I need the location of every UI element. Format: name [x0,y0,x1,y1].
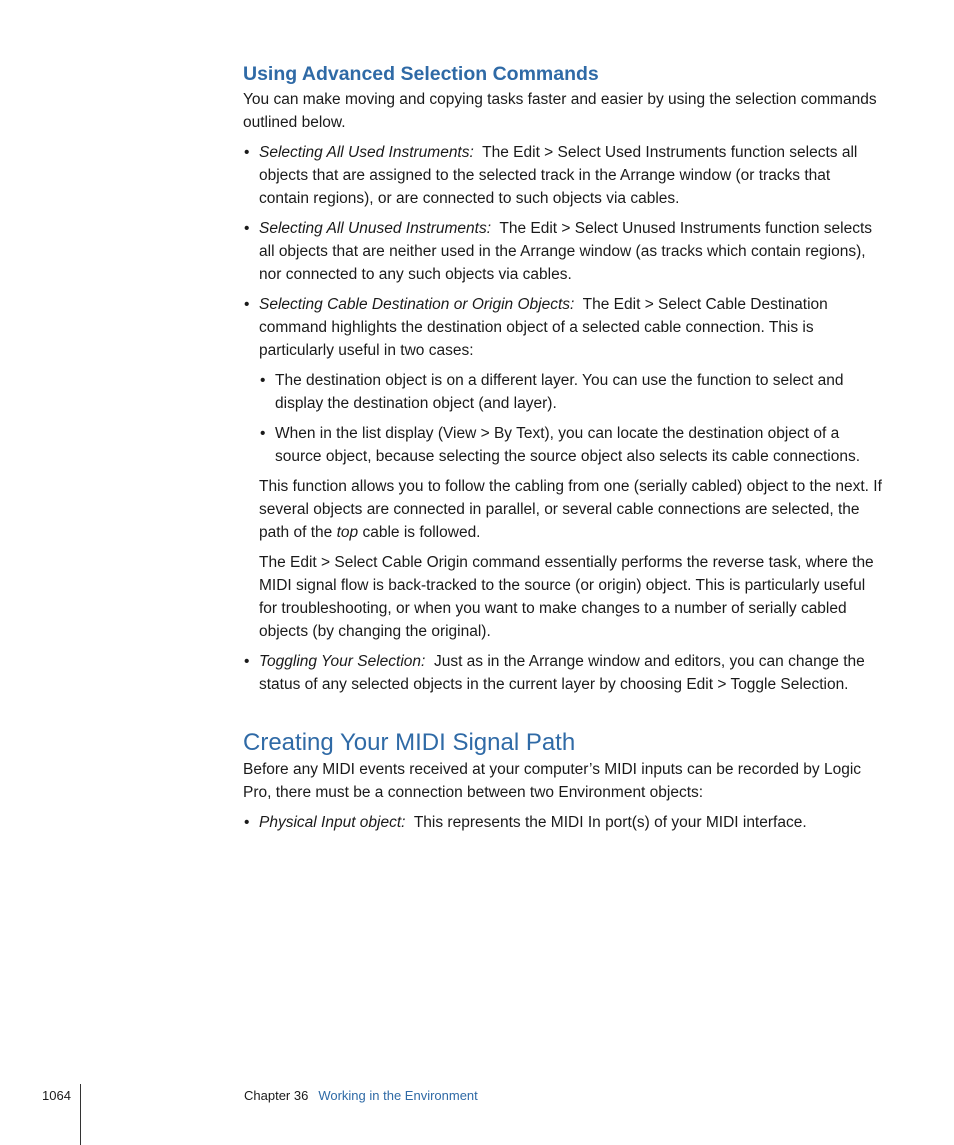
section-intro: You can make moving and copying tasks faster and easier by using the selection commands outlined below. [243,91,877,131]
bullet-marker: • [244,653,250,670]
bullet-term: Selecting Cable Destination or Origin Objects: [259,296,575,313]
list-item [243,650,883,696]
follow-text-end: cable is followed. [362,524,481,541]
bullet-term: Physical Input object: [259,814,406,831]
section-2 [243,728,883,834]
emphasis: top [336,524,359,541]
chapter-label: Chapter 36 [244,1088,309,1103]
bullet-list [243,141,883,362]
bullet-marker: • [244,814,250,831]
bullet-text: The Edit > Select Cable Destination command highlights the destination object of a selected cable connection. This is particularly useful in two cases: [259,296,828,359]
bullet-text: The Edit > Select Unused Instruments function selects all objects that are neither used in the Arrange window (as tracks which contain regions), nor connected to any such objects via cables. [259,220,873,283]
list-item [243,293,883,362]
list-item [243,141,883,210]
bullet-marker: • [244,220,250,237]
bullet-text: The Edit > Select Used Instruments function selects all objects that are assigned to the selected track in the Arrange window (or tracks that contain regions), or are connected to such objects via cables. [259,144,858,207]
chapter-title: Working in the Environment [318,1088,478,1103]
follow-text: This function allows you to follow the cabling from one (serially cabled) object to the next. If several objects are connected in parallel, or several cable connections are selected, the path of the [259,478,882,541]
origin-paragraph: The Edit > Select Cable Origin command essentially performs the reverse task, where the MIDI signal flow is back-tracked to the source (or origin) object. This is particularly useful for troubleshooting, or when you want to make changes to a number of serially cabled objects (by changing the original). [259,554,874,640]
list-item [259,369,883,415]
section-intro: Before any MIDI events received at your computer’s MIDI inputs can be recorded by Logic Pro, there must be a connection between two Environment objects: [243,761,862,801]
sub-bullet-text: The destination object is on a different layer. You can use the function to select and display the destination object (and layer). [275,372,844,412]
bullet-term: Toggling Your Selection: [259,653,426,670]
section-heading: Creating Your MIDI Signal Path [243,729,576,756]
follow-paragraph [259,475,883,544]
bullet-marker: • [260,425,266,442]
bullet-term: Selecting All Used Instruments: [259,144,474,161]
list-item [243,217,883,286]
sub-bullet-list [259,369,883,468]
bullet-marker: • [244,144,250,161]
bullet-marker: • [244,296,250,313]
footer-divider [80,1084,81,1145]
sub-bullet-text: When in the list display (View > By Text), you can locate the destination object of a source object, because selecting the source object also selects its cable connections. [275,425,861,465]
list-item [243,811,883,834]
bullet-text: This represents the MIDI In port(s) of your MIDI interface. [413,814,807,831]
bullet-marker: • [260,372,266,389]
page-content [243,60,883,841]
bullet-term: Selecting All Unused Instruments: [259,220,492,237]
bullet-list [243,650,883,696]
page-number: 1064 [42,1088,71,1103]
bullet-text: Just as in the Arrange window and editors, you can change the status of any selected objects in the current layer by choosing Edit > Toggle Selection. [259,653,865,693]
chapter-footer [244,1087,478,1105]
list-item [259,422,883,468]
section-heading: Using Advanced Selection Commands [243,63,599,85]
bullet-list [243,811,883,834]
